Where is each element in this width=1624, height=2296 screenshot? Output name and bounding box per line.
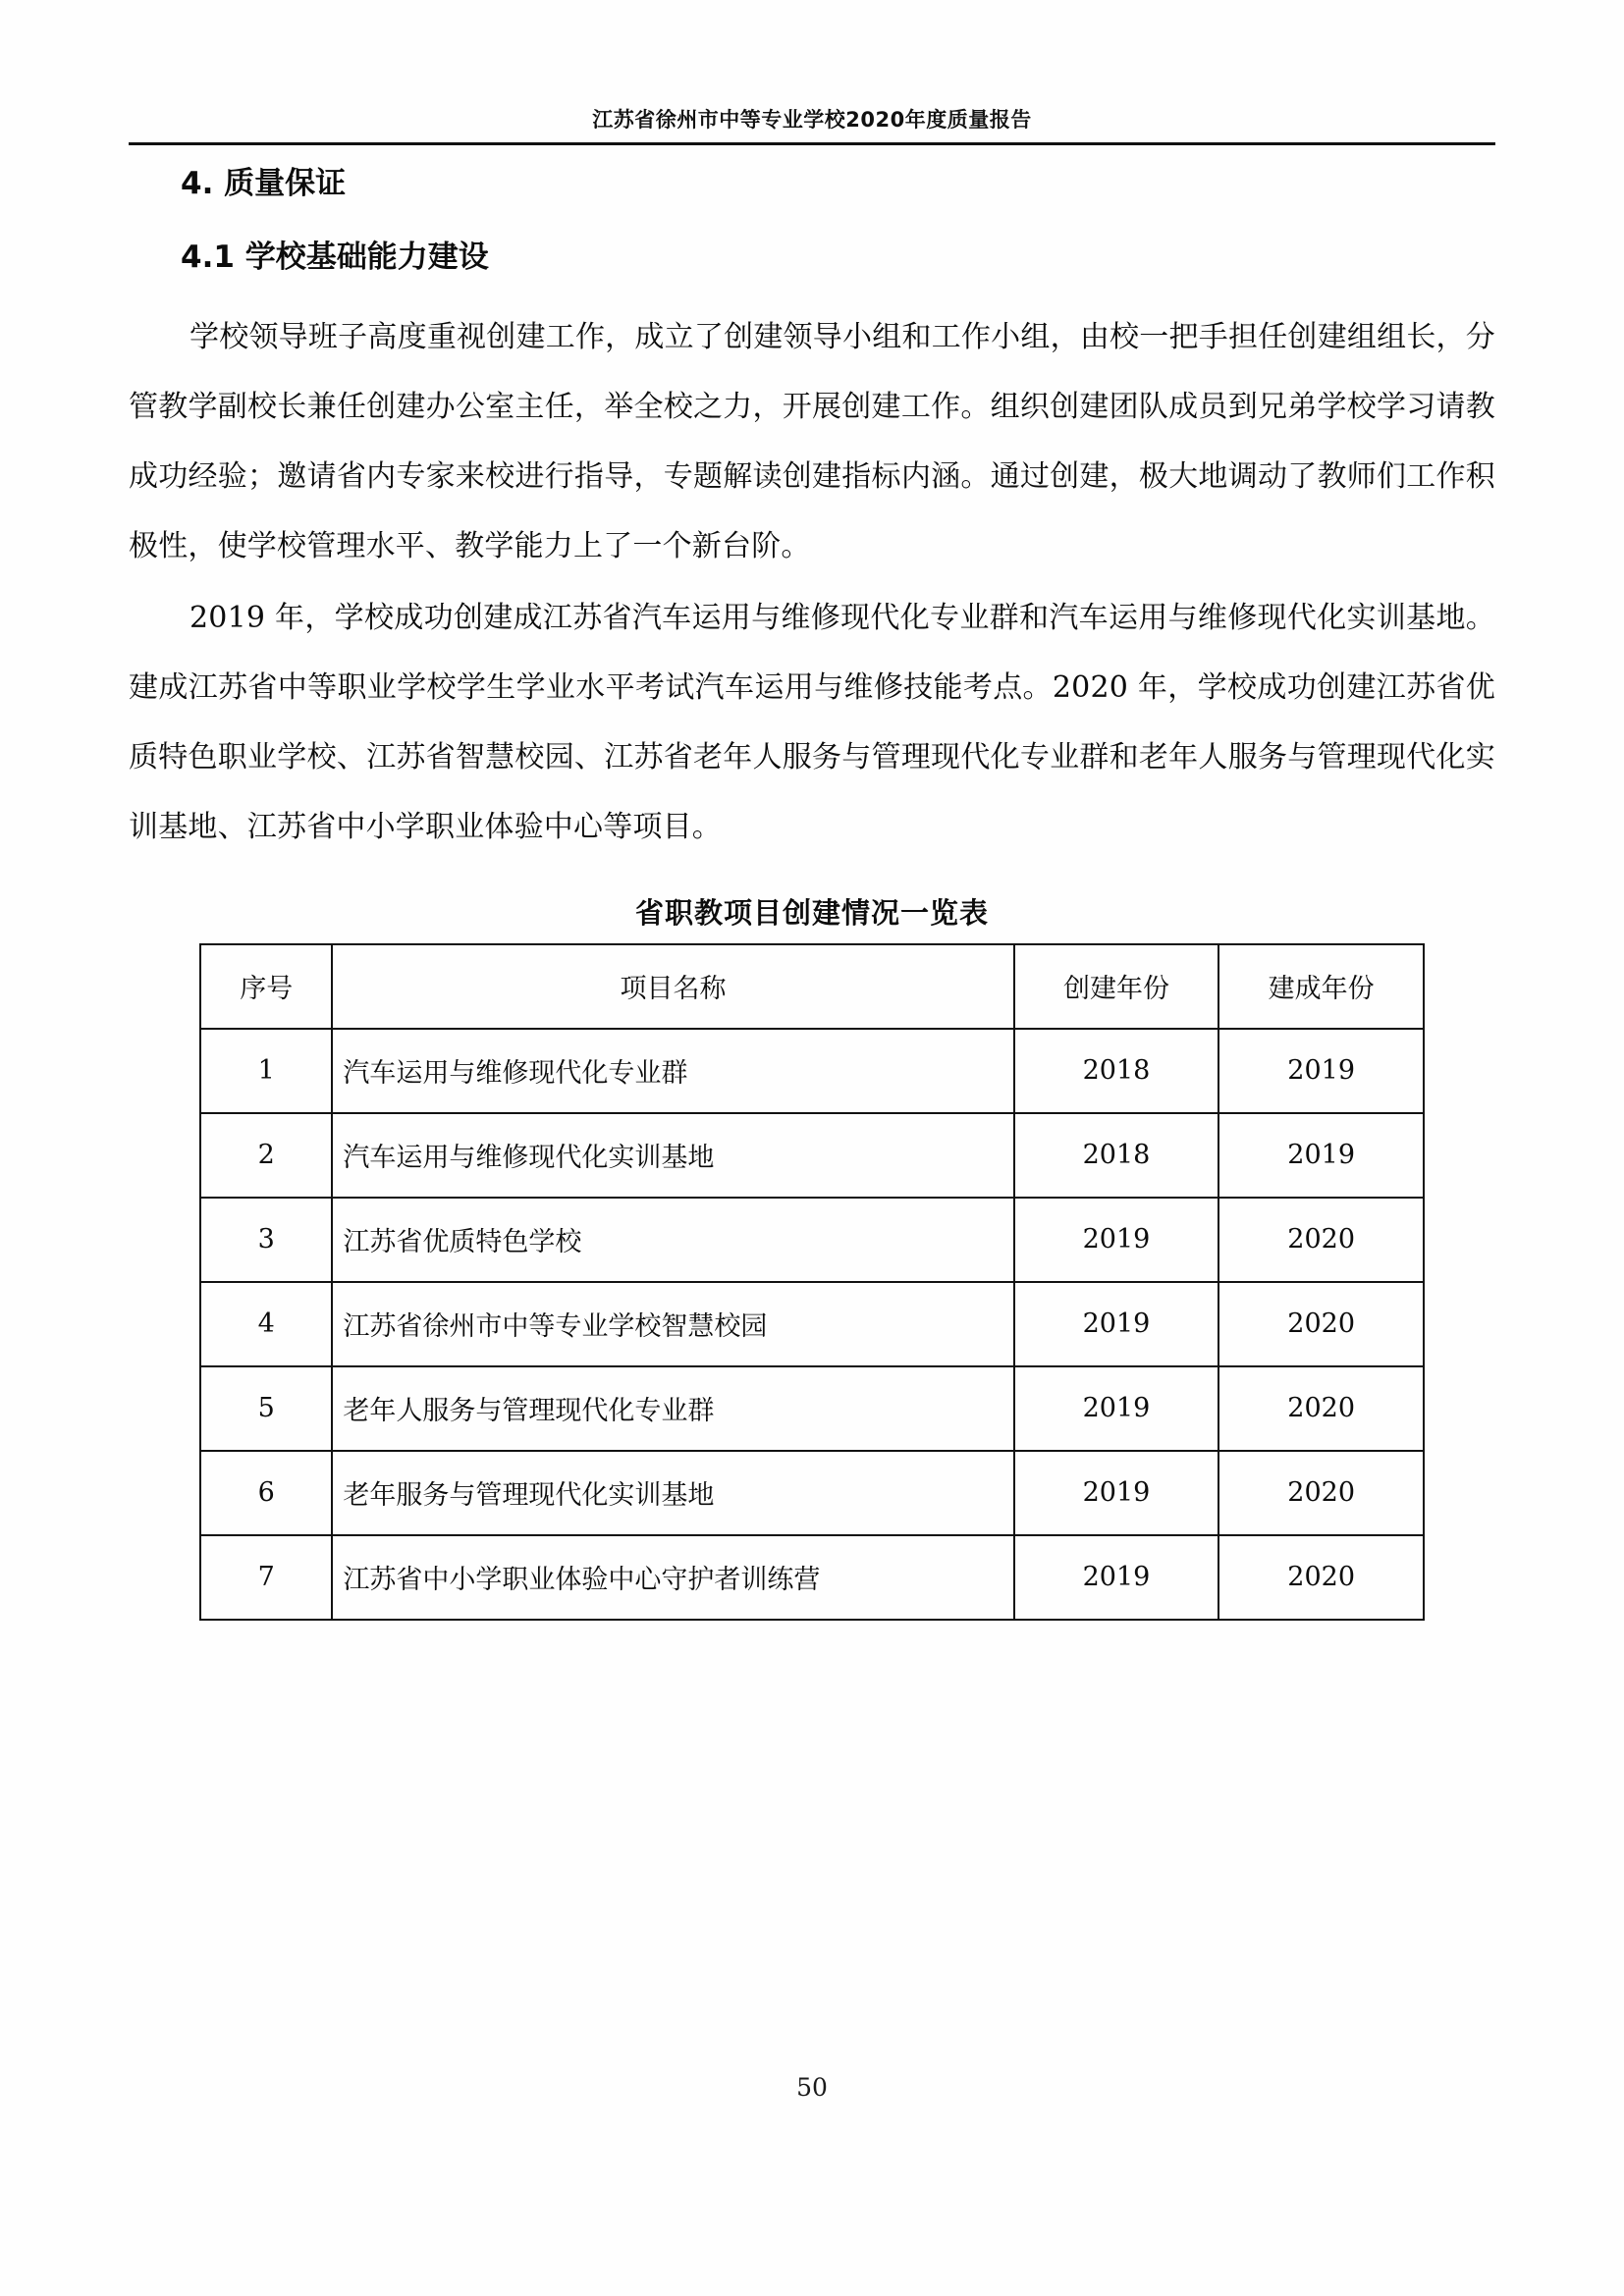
section-heading-school-capacity: 4.1 学校基础能力建设: [181, 239, 489, 275]
cell-startyear: 2019: [1014, 1366, 1219, 1451]
running-header-title: 江苏省徐州市中等专业学校2020年度质量报告: [592, 108, 1032, 132]
cell-index: 1: [200, 1029, 332, 1113]
cell-startyear: 2018: [1014, 1029, 1219, 1113]
cell-index: 2: [200, 1113, 332, 1198]
section-heading-quality-assurance: 4. 质量保证: [181, 166, 347, 201]
cell-endyear: 2019: [1218, 1029, 1424, 1113]
table-row: [200, 1282, 1424, 1366]
table-row: [200, 1029, 1424, 1113]
cell-name: 江苏省徐州市中等专业学校智慧校园: [332, 1282, 1013, 1366]
cell-name: 江苏省中小学职业体验中心守护者训练营: [332, 1535, 1013, 1620]
cell-index: 5: [200, 1366, 332, 1451]
page-content: [129, 165, 1495, 1621]
table-caption: 省职教项目创建情况一览表: [634, 895, 989, 930]
paragraph-achievements: 2019 年，学校成功创建成江苏省汽车运用与维修现代化专业群和汽车运用与维修现代化实训基地。建成江苏省中等职业学校学生学业水平考试汽车运用与维修技能考点。2020 年，学校成功创建江苏省优质特色职业学校、江苏省智慧校园、江苏省老年人服务与管理现代化专业群和老年人服务与管理现代化实训基地、江苏省中小学职业体验中心等项目。: [129, 600, 1495, 844]
cell-endyear: 2020: [1218, 1366, 1424, 1451]
cell-startyear: 2019: [1014, 1282, 1219, 1366]
cell-name: 江苏省优质特色学校: [332, 1198, 1013, 1282]
cell-name: 汽车运用与维修现代化实训基地: [332, 1113, 1013, 1198]
column-header-endyear: 建成年份: [1218, 944, 1424, 1029]
table-row: [200, 1451, 1424, 1535]
header-divider: [129, 142, 1495, 145]
cell-name: 老年人服务与管理现代化专业群: [332, 1366, 1013, 1451]
column-header-startyear: 创建年份: [1014, 944, 1219, 1029]
table-row: [200, 1113, 1424, 1198]
column-header-index: 序号: [200, 944, 332, 1029]
cell-startyear: 2019: [1014, 1535, 1219, 1620]
cell-endyear: 2019: [1218, 1113, 1424, 1198]
table-header-row: [200, 944, 1424, 1029]
page-number: 50: [796, 2073, 828, 2102]
cell-name: 老年服务与管理现代化实训基地: [332, 1451, 1013, 1535]
column-header-name: 项目名称: [332, 944, 1013, 1029]
cell-name: 汽车运用与维修现代化专业群: [332, 1029, 1013, 1113]
cell-endyear: 2020: [1218, 1451, 1424, 1535]
cell-index: 4: [200, 1282, 332, 1366]
province-project-table: [199, 943, 1425, 1621]
cell-index: 3: [200, 1198, 332, 1282]
table-row: [200, 1198, 1424, 1282]
cell-endyear: 2020: [1218, 1198, 1424, 1282]
paragraph-leadership: 学校领导班子高度重视创建工作，成立了创建领导小组和工作小组，由校一把手担任创建组组长，分管教学副校长兼任创建办公室主任，举全校之力，开展创建工作。组织创建团队成员到兄弟学校学习请教成功经验；邀请省内专家来校进行指导，专题解读创建指标内涵。通过创建，极大地调动了教师们工作积极性，使学校管理水平、教学能力上了一个新台阶。: [129, 319, 1495, 563]
cell-endyear: 2020: [1218, 1282, 1424, 1366]
cell-index: 7: [200, 1535, 332, 1620]
cell-index: 6: [200, 1451, 332, 1535]
table-row: [200, 1366, 1424, 1451]
table-row: [200, 1535, 1424, 1620]
cell-startyear: 2019: [1014, 1198, 1219, 1282]
cell-endyear: 2020: [1218, 1535, 1424, 1620]
cell-startyear: 2019: [1014, 1451, 1219, 1535]
cell-startyear: 2018: [1014, 1113, 1219, 1198]
running-header: [129, 110, 1495, 145]
